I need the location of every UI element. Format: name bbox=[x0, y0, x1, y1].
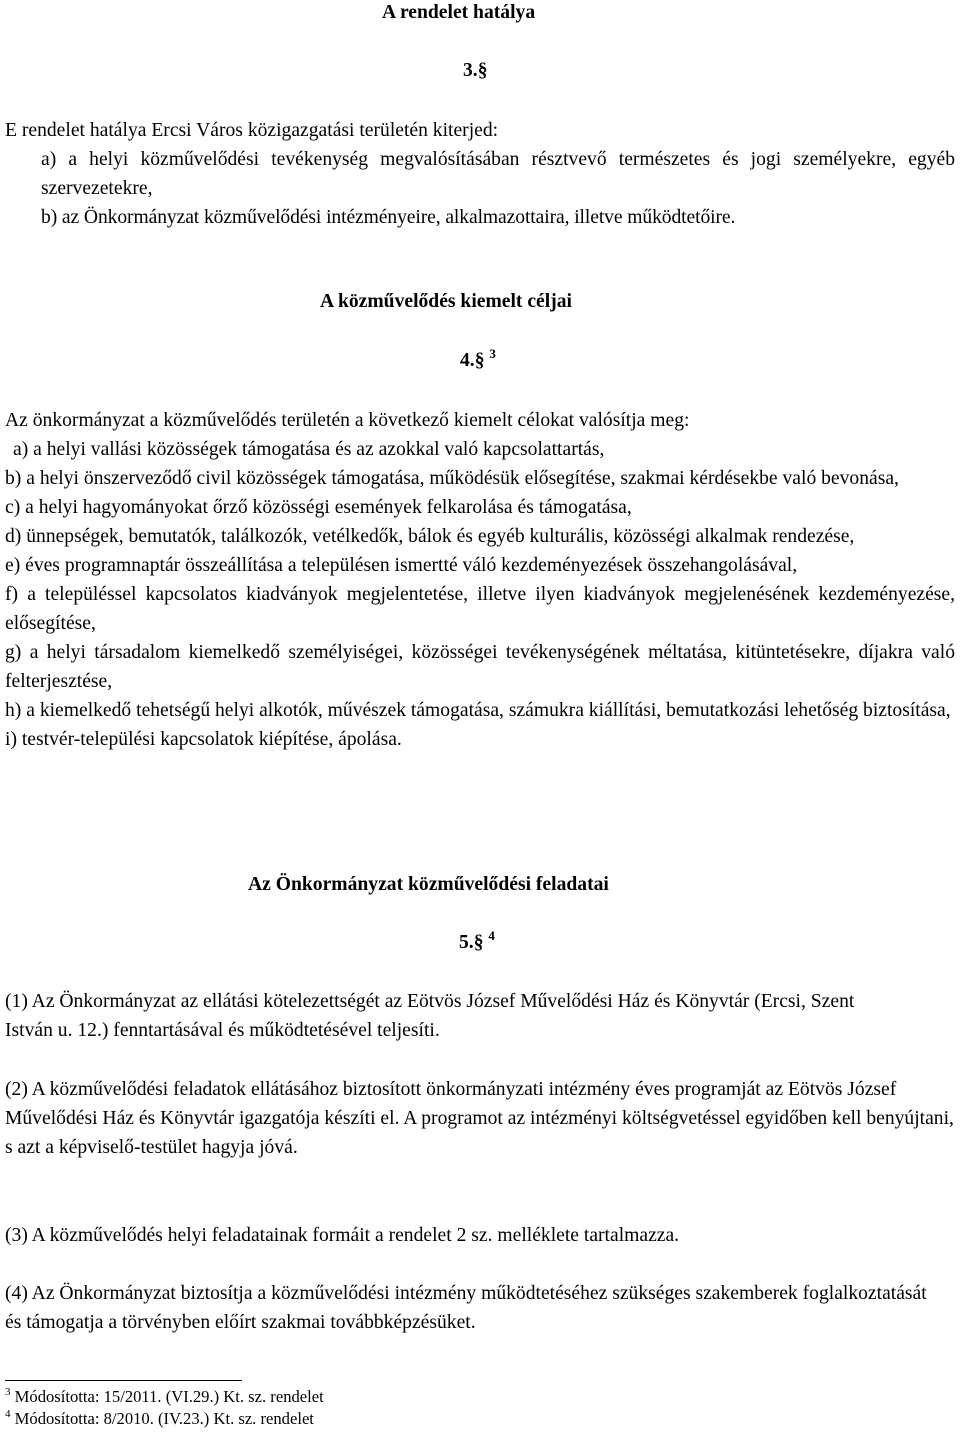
section-5-title: Az Önkormányzat közművelődési feladatai bbox=[248, 874, 609, 895]
section-4-item-h: h) a kiemelkedő tehetségű helyi alkotók, művészek támogatása, számukra kiállítási, bemutatkozási lehetőség biztosítása, bbox=[5, 700, 951, 721]
section-3-intro: E rendelet hatálya Ercsi Város közigazgatási területén kiterjed: bbox=[5, 120, 499, 141]
section-4-item-g: g) a helyi társadalom kiemelkedő személyiségei, közösségei tevékenységének méltatása, kitüntetésekre, díjakra való felterjesztése, bbox=[5, 642, 955, 692]
footnote-3-number: 3 bbox=[5, 1386, 11, 1398]
footnote-4 bbox=[5, 1408, 324, 1430]
section-4-number bbox=[460, 346, 496, 375]
footnote-3-text: Módosította: 15/2011. (VI.29.) Kt. sz. rendelet bbox=[14, 1387, 324, 1406]
footnote-3 bbox=[5, 1386, 324, 1408]
section-4-item-i: i) testvér-települési kapcsolatok kiépítése, ápolása. bbox=[5, 729, 402, 750]
section-4-body bbox=[5, 406, 955, 754]
section-3-number: 3.§ bbox=[463, 60, 488, 81]
footnote-4-text: Módosította: 8/2010. (IV.23.) Kt. sz. rendelet bbox=[14, 1409, 314, 1428]
section-3-item-a: a) a helyi közművelődési tevékenység megvalósításában résztvevő természetes és jogi személyekre, egyéb szervezetekre, bbox=[41, 149, 955, 199]
footnote-4-number: 4 bbox=[5, 1408, 11, 1420]
section-4-item-e: e) éves programnaptár összeállítása a településen ismertté váló kezdeményezések összehangolásával, bbox=[5, 555, 798, 576]
section-4-number-label: 4.§ bbox=[460, 350, 485, 371]
section-5-paragraph-1: (1) Az Önkormányzat az ellátási kötelezettségét az Eötvös József Művelődési Ház és Könyvtár (Ercsi, Szent István u. 12.) fenntartásával és működtetésével teljesíti. bbox=[5, 991, 855, 1041]
footnote-ref-3: 3 bbox=[489, 346, 496, 361]
section-5-number bbox=[459, 928, 495, 957]
section-3-title: A rendelet hatálya bbox=[382, 2, 536, 23]
section-4-item-b: b) a helyi önszerveződő civil közösségek támogatása, működésük elősegítése, szakmai kérdésekbe való bevonása, bbox=[5, 468, 899, 489]
section-5-number-label: 5.§ bbox=[459, 932, 484, 953]
section-5-paragraph-2: (2) A közművelődési feladatok ellátásához biztosított önkormányzati intézmény éves programját az Eötvös József Művelődési Ház és Könyvtár igazgatója készíti el. A programot az intézményi költségvetéssel egyidőben kell benyújtani, s azt a képviselő-testület hagyja jóvá. bbox=[5, 1079, 954, 1158]
footnote-ref-4: 4 bbox=[488, 928, 495, 943]
section-4-item-d: d) ünnepségek, bemutatók, találkozók, vetélkedők, bálok és egyéb kulturális, közösségi alkalmak rendezése, bbox=[5, 526, 855, 547]
footnotes bbox=[5, 1386, 324, 1430]
section-4-item-c: c) a helyi hagyományokat őrző közösségi események felkarolása és támogatása, bbox=[5, 497, 632, 518]
section-4-item-a: a) a helyi vallási közösségek támogatása és az azokkal való kapcsolattartás, bbox=[13, 439, 605, 460]
section-3-body bbox=[5, 116, 955, 232]
section-4-item-f: f) a településsel kapcsolatos kiadványok megjelentetése, illetve ilyen kiadványok megjelenésének kezdeményezése, elősegítése, bbox=[5, 584, 955, 634]
section-5-paragraph-4: (4) Az Önkormányzat biztosítja a közművelődési intézmény működtetéséhez szükséges szakemberek foglalkoztatását és támogatja a törvényben előírt szakmai továbbképzésüket. bbox=[5, 1283, 927, 1333]
section-5-paragraph-3: (3) A közművelődés helyi feladatainak formáit a rendelet 2 sz. melléklete tartalmazza. bbox=[5, 1225, 680, 1246]
section-4-intro: Az önkormányzat a közművelődés területén a következő kiemelt célokat valósítja meg: bbox=[5, 410, 690, 431]
section-3-item-b: b) az Önkormányzat közművelődési intézményeire, alkalmazottaira, illetve működtetőire. bbox=[41, 207, 736, 228]
footnote-separator bbox=[5, 1380, 242, 1381]
section-4-title: A közművelődés kiemelt céljai bbox=[320, 291, 572, 312]
